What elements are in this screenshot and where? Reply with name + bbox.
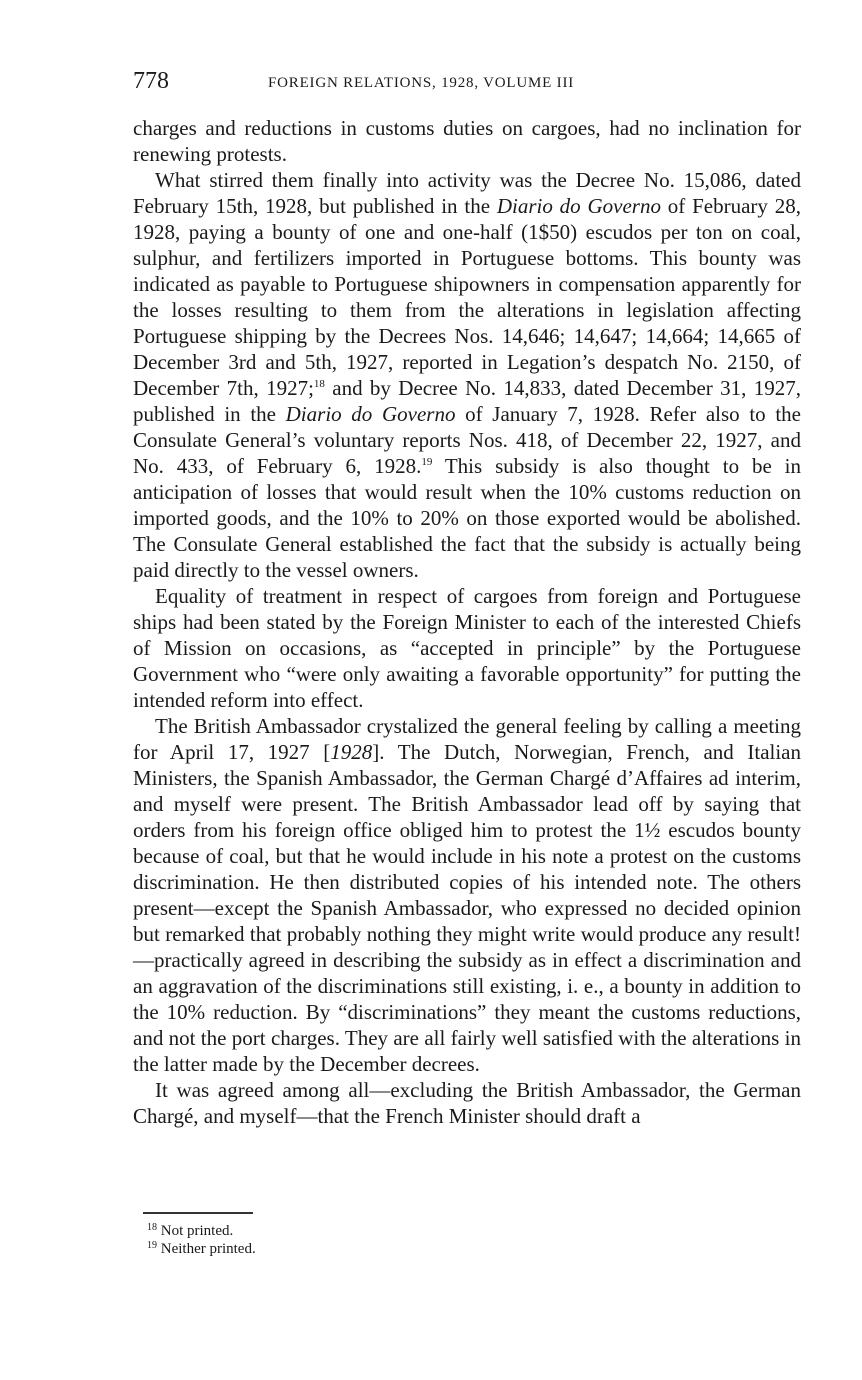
text-run: What stirred them finally into activity was the Decree No. 15,086, dated February 15th, 1928, but published in the bbox=[133, 168, 801, 218]
paragraph bbox=[133, 1077, 801, 1129]
running-head: FOREIGN RELATIONS, 1928, VOLUME III bbox=[268, 75, 575, 91]
paragraph bbox=[133, 115, 801, 167]
footnote-reference: 19 bbox=[421, 456, 433, 468]
italic-text: Diario do Governo bbox=[496, 194, 661, 218]
text-run: charges and reductions in customs duties on cargoes, had no inclination for renewing protests. bbox=[133, 116, 801, 166]
paragraph bbox=[133, 583, 801, 713]
footnote bbox=[147, 1240, 256, 1258]
footnote-text: Not printed. bbox=[160, 1223, 234, 1239]
text-run: The British Ambassador crystalized the general feeling by calling a meeting for April 17, 1927 [ bbox=[133, 714, 801, 764]
italic-text: Diario do Governo bbox=[285, 402, 456, 426]
paragraph bbox=[133, 167, 801, 583]
text-run: Equality of treatment in respect of cargoes from foreign and Portuguese ships had been stated by the Foreign Minister to each of the interested Chiefs of Mission on occasions, as “accepted in principle” by the Portuguese Government who “were only awaiting a favorable opportunity” for putting the intended reform into effect. bbox=[133, 584, 801, 712]
italic-text: 1928 bbox=[330, 740, 373, 764]
text-run: It was agreed among all—excluding the British Ambassador, the German Chargé, and myself—that the French Minister should draft a bbox=[133, 1078, 801, 1128]
footnote-divider bbox=[143, 1212, 253, 1214]
footnote-marker: 18 bbox=[147, 1222, 157, 1233]
text-run: of January 7, 1928. Refer also to the Consulate General’s voluntary reports Nos. 418, of December 22, 1927, and No. 433, of February 6, 1928. bbox=[133, 402, 801, 478]
page-header bbox=[133, 68, 801, 104]
body-text bbox=[133, 115, 801, 1129]
footnote-marker: 19 bbox=[147, 1240, 157, 1251]
page-number: 778 bbox=[133, 68, 169, 94]
text-run: and by Decree No. 14,833, dated December 31, 1927, published in the bbox=[133, 376, 801, 426]
footnote bbox=[147, 1222, 256, 1240]
text-run: ]. The Dutch, Norwegian, French, and Italian Ministers, the Spanish Ambassador, the German Chargé d’Affaires ad interim, and myself were present. The British Ambassador lead off by saying that orders from his foreign office obliged him to protest the 1½ escudos bounty because of coal, but that he would include in his note a protest on the customs discrimination. He then distributed copies of his intended note. The others present—except the Spanish Ambassador, who expressed no decided opinion but remarked that probably nothing they might write would produce any result!—practically agreed in describing the subsidy as in effect a discrimination and an aggravation of the discriminations still existing, i. e., a bounty in addition to the 10% reduction. By “discriminations” they meant the customs reductions, and not the port charges. They are all fairly well satisfied with the alterations in the latter made by the December decrees. bbox=[133, 740, 801, 1076]
text-run: This subsidy is also thought to be in anticipation of losses that would result when the 10% customs reduction on imported goods, and the 10% to 20% on those exported would be abolished. The Consulate General established the fact that the subsidy is actually being paid directly to the vessel owners. bbox=[133, 454, 801, 582]
footnote-reference: 18 bbox=[313, 378, 325, 390]
text-run: of February 28, 1928, paying a bounty of one and one-half (1$50) escudos per ton on coal, sulphur, and fertilizers imported in Portuguese bottoms. This bounty was indicated as payable to Portuguese shipowners in compensation apparently for the losses resulting to them from the alterations in legislation affecting Portuguese shipping by the Decrees Nos. 14,646; 14,647; 14,664; 14,665 of December 3rd and 5th, 1927, reported in Legation’s despatch No. 2150, of December 7th, 1927; bbox=[133, 194, 801, 400]
footnotes bbox=[147, 1222, 256, 1258]
footnote-text: Neither printed. bbox=[160, 1241, 256, 1257]
paragraph bbox=[133, 713, 801, 1077]
